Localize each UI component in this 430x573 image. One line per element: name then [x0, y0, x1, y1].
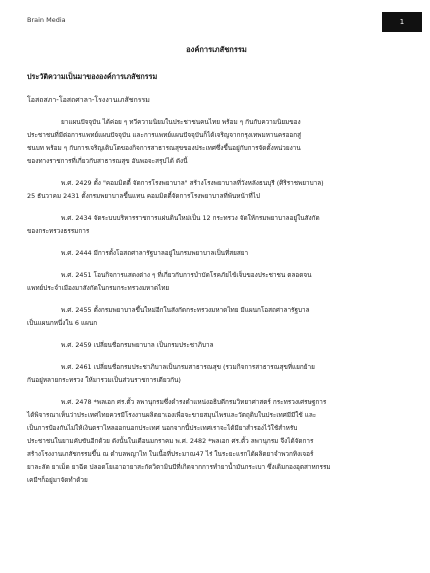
paragraph-2478: พ.ศ. 2478 *พลเอก ศร.ตั้ว ลพานุกรมซึ่งดำรงตำแหน่งอธิบดีกรมวิทยาศาสตร์ กระทรวงเศรษฐการ ได้พิจารณาเห็นว่าประเทศไทยควรมีโรงงานผลิตยาเองเพื่อจะขายสมุนไพรและวัตถุดิบในประเทศมีมีใช้ และ เป็นการป้องกันไม่ให้เงินตราไหลออกนอกประเทศ นอกจากนี้ประเทศเราจะได้มียาสำรองไว้ใช้สำหรับ ประชาชนในยามคับขันอีกด้วย ดังนั้นในเดือนมกราคม พ.ศ. 2482 *พลเอก ศร.ตั้ว ลพานุกรม จึงได้จัดการ สร้างโรงงานเภสัชกรรมขึ้น ณ ตำบลพญาไท ในเนื้อที่ประมาณ47 ไร่ ในระยะแรกได้ผลิตยาจำพวกทิงเจอร์ ยาละลัด ยาเม็ด ยาฉีด ปลอดโยเอาอายาสะกัดวิตามินบีที่เกิดจากการทำยาน้ำมันกระเบา ซึ่งเดิมกองอุตสาหกรรม เคมีฯก็อยู่มาจัดทำด้วย [27, 398, 331, 484]
section-heading: ประวัติความเป็นมาขององค์การเภสัชกรรม [27, 72, 158, 81]
publisher-name: Brain Media [27, 16, 66, 24]
paragraph-2429: พ.ศ. 2429 ตั้ง "คอมมิตตี้ จัดการโรงพยาบาล" สร้างโรงพยาบาลที่วังหลังธนบุรี (ศิริราชพยาบาล) 25 ธันวาคม 2431 ตั้งกรมพยาบาลขึ้นแทน คอมมิตตี้จัดการโรงพยาบาลที่พ้นหน้าที่ไป [27, 179, 324, 200]
subheading: โอสถสภา-โอสถศาลา-โรงงานเภสัชกรรม [27, 96, 150, 104]
paragraph-intro: ยาแผนปัจจุบัน ได้ค่อย ๆ ทวีความนิยมในประชาชนคนไทย พร้อม ๆ กันกับความนิยมของ ประชาชนที่มีต่อการแพทย์แผนปัจจุบัน และการแพทย์แผนปัจจุบันก็ได้เจริญจากกรุงเทพมหานครออกสู่ ชนบท พร้อม ๆ กับการเจริญเติบโตของกิจการสาธารณสุขของประเทศซึ่งขึ้นอยู่กับการจัดตั้งหน่วยงาน ของทางราชการที่เกี่ยวกับสาธารณสุข อันพอจะสรุปได้ ดังนี้ [27, 118, 302, 165]
page-number-badge: 1 [382, 12, 422, 32]
paragraph-2461: พ.ศ. 2461 เปลี่ยนชื่อกรมประชาภิบาลเป็นกรมสาธารณสุข (รวมกิจการสาธารณสุขที่แยกย้าย กันอยู่หลายกระทรวง ให้มารวมเป็นส่วนราชการเดียวกัน) [27, 363, 315, 384]
paragraph-2459: พ.ศ. 2459 เปลี่ยนชื่อกรมพยาบาล เป็นกรมประชาภิบาล [61, 341, 214, 349]
document-body [27, 44, 406, 496]
paragraph-2444: พ.ศ. 2444 มีการตั้งโอสถศาลารัฐบาลอยู่ในกรมพยาบาลเป็นที่สยสยา [61, 249, 249, 257]
paragraph-2455: พ.ศ. 2455 ตั้งกรมพยาบาลขึ้นใหม่อีกในสังกัดกระทรวงมหาดไทย มีแผนกโอสถศาลารัฐบาล เป็นแผนกหนึ่งใน 6 แผนก [27, 306, 310, 327]
paragraph-2434: พ.ศ. 2434 จัดระบบบริหารราชการแผ่นดินใหม่เป็น 12 กระทรวง จัดให้กรมพยาบาลอยู่ในสังกัด ของกระทรวงธรรมการ [27, 214, 320, 235]
document-title: องค์การเภสัชกรรม [186, 45, 247, 54]
paragraph-2451: พ.ศ. 2451 โอนกิจการแสดงต่าง ๆ ที่เกี่ยวกับการบำบัดโรคภัยไข้เจ็บของประชาชน ตลอดจน แพทย์ประจำเมืองมาสังกัดในกรมกระทรวงมหาดไทย [27, 271, 312, 292]
